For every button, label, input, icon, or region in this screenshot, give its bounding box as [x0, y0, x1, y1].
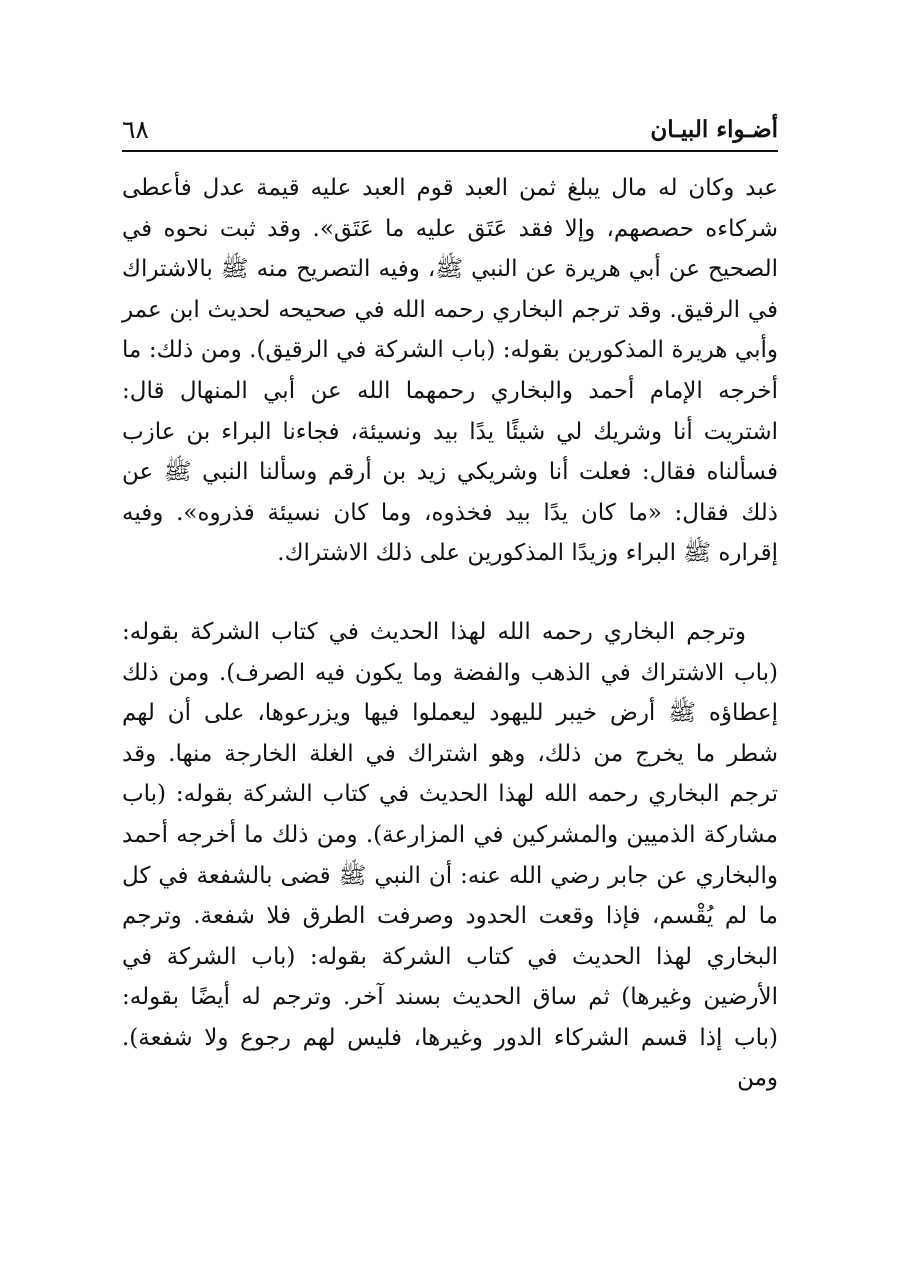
running-title: أضـواء البيـان [650, 116, 778, 143]
paragraph: عبد وكان له مال يبلغ ثمن العبد قوم العبد عليه قيمة عدل فأعطى شركاءه حصصهم، وإلا فقد عَتَق عليه ما عَتَق». وقد ثبت نحوه في الصحيح عن أبي هريرة عن النبي ﷺ، وفيه التصريح منه ﷺ بالاشتراك في الرقيق. وقد ترجم البخاري رحمه الله في صحيحه لحديث ابن عمر وأبي هريرة المذكورين بقوله: (باب الشركة في الرقيق). ومن ذلك: ما أخرجه الإمام أحمد والبخاري رحمهما الله عن أبي المنهال قال: اشتريت أنا وشريك لي شيئًا يدًا بيد ونسيئة، فجاءنا البراء بن عازب فسألناه فقال: فعلت أنا وشريكي زيد بن أرقم وسألنا النبي ﷺ عن ذلك فقال: «ما كان يدًا بيد فخذوه، وما كان نسيئة فذروه». وفيه إقراره ﷺ البراء وزيدًا المذكورين على ذلك الاشتراك. [122, 175, 778, 567]
page-number: ٦٨ [122, 115, 149, 144]
page-header [122, 112, 778, 148]
body-text [122, 168, 778, 1099]
header-rule [122, 150, 778, 152]
paragraph: وترجم البخاري رحمه الله لهذا الحديث في كتاب الشركة بقوله: (باب الاشتراك في الذهب والفضة وما يكون فيه الصرف). ومن ذلك إعطاؤه ﷺ أرض خيبر لليهود ليعملوا فيها ويزرعوها، على أن لهم شطر ما يخرج من ذلك، وهو اشتراك في الغلة الخارجة منها. وقد ترجم البخاري رحمه الله لهذا الحديث في كتاب الشركة بقوله: (باب مشاركة الذميين والمشركين في المزارعة). ومن ذلك ما أخرجه أحمد والبخاري عن جابر رضي الله عنه: أن النبي ﷺ قضى بالشفعة في كل ما لم يُقْسم، فإذا وقعت الحدود وصرفت الطرق فلا شفعة. وترجم البخاري لهذا الحديث في كتاب الشركة بقوله: (باب الشركة في الأرضين وغيرها) ثم ساق الحديث بسند آخر. وترجم له أيضًا بقوله: (باب إذا قسم الشركاء الدور وغيرها، فليس لهم رجوع ولا شفعة). ومن [122, 618, 778, 1092]
